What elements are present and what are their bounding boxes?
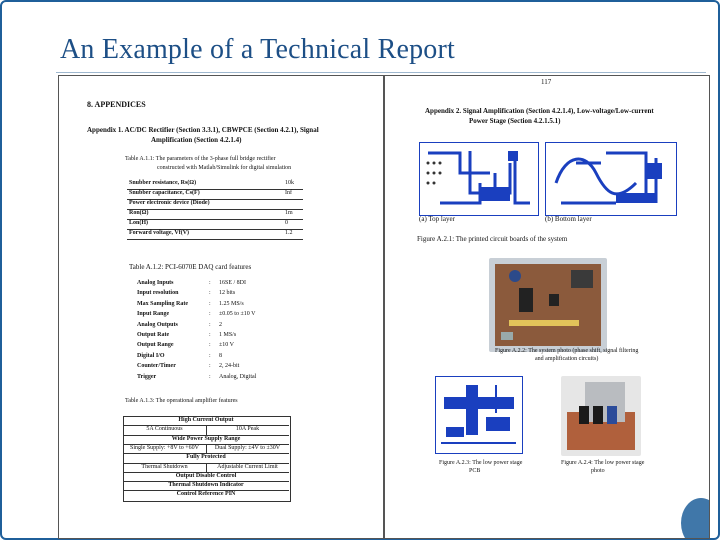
table-rule bbox=[206, 425, 207, 434]
table-cell: Output Disable Control bbox=[175, 472, 237, 479]
table-cell-label: Output Range bbox=[137, 342, 174, 349]
appendix1-title-line2: Amplification (Section 4.2.1.4) bbox=[151, 136, 242, 144]
table-rule bbox=[206, 444, 207, 453]
table-cell-value: 16SE / 8DI bbox=[219, 280, 246, 286]
table-cell-label: Trigger bbox=[137, 373, 157, 380]
table-cell: 5A Continuous bbox=[146, 426, 183, 433]
table-cell-colon: : bbox=[209, 332, 211, 338]
pcb-top-layer-image bbox=[419, 142, 539, 216]
table-cell-value: 2, 24-bit bbox=[219, 363, 240, 370]
table-cell-label: Snubber resistance, Rs(Ω) bbox=[129, 180, 197, 186]
appendix2-title-line1: Appendix 2. Signal Amplification (Section 4.2.1.4), Low-voltage/Low-current bbox=[425, 107, 654, 115]
table-cell-colon: : bbox=[209, 352, 211, 359]
low-power-pcb-image bbox=[435, 376, 523, 454]
table-a11-caption-line2: constructed with Matlab/Simulink for digital simulation bbox=[157, 165, 292, 171]
table-rule bbox=[127, 209, 303, 210]
table-cell: Thermal Shutdown Indicator bbox=[168, 482, 244, 489]
table-cell-value: ±0.05 to ±10 V bbox=[219, 311, 256, 318]
table-cell: Adjustable Current Limit bbox=[217, 463, 278, 470]
system-photo bbox=[489, 258, 607, 352]
appendix2-title-line2: Power Stage (Section 4.2.1.5.1) bbox=[469, 117, 561, 125]
low-power-photo bbox=[561, 376, 641, 456]
table-a12-caption: Table A.1.2: PCI-6070E DAQ card features bbox=[129, 263, 252, 271]
report-page-right bbox=[384, 75, 710, 539]
appendices-heading: 8. APPENDICES bbox=[87, 100, 146, 109]
table-cell-label: Output Rate bbox=[137, 332, 170, 338]
table-cell-value: 1m bbox=[285, 210, 293, 216]
page-number: 117 bbox=[541, 78, 552, 86]
table-cell: Thermal Shutdown bbox=[141, 463, 188, 470]
table-cell-value: 2 bbox=[219, 321, 222, 328]
table-cell: Control Reference PIN bbox=[176, 491, 236, 498]
table-cell-label: Input Range bbox=[137, 311, 170, 318]
table-cell: High Current Output bbox=[178, 417, 234, 423]
figure-a22-caption-line2: and amplification circuits) bbox=[535, 356, 599, 362]
slide-title: An Example of a Technical Report bbox=[60, 34, 456, 65]
table-cell: Fully Protected bbox=[186, 454, 226, 461]
table-cell: Wide Power Supply Range bbox=[171, 435, 241, 442]
table-cell-colon: : bbox=[209, 363, 211, 370]
table-rule bbox=[127, 239, 303, 240]
table-cell-value: 1.2 bbox=[285, 230, 293, 236]
pcb-top-label: (a) Top layer bbox=[419, 215, 455, 223]
table-cell-value: 1.25 MS/s bbox=[219, 300, 244, 307]
report-page-left bbox=[58, 75, 384, 539]
university-seal-icon bbox=[681, 498, 710, 539]
table-cell-label: Input resolution bbox=[137, 290, 179, 297]
figure-a23-caption-line2: PCB bbox=[469, 468, 481, 474]
appendix1-title-line1: Appendix 1. AC/DC Rectifier (Section 3.3.1), CBWPCE (Section 4.2.1), Signal bbox=[87, 126, 319, 134]
figure-a24-caption-line1: Figure A.2.4: The low power stage bbox=[561, 460, 645, 466]
table-cell-label: Analog Inputs bbox=[137, 280, 174, 286]
table-cell-label: Ron(Ω) bbox=[129, 210, 149, 216]
table-cell-value: Inf bbox=[285, 190, 292, 196]
table-cell-value: 10k bbox=[285, 180, 294, 186]
table-cell-colon: : bbox=[209, 373, 211, 380]
table-rule bbox=[206, 463, 207, 472]
pcb-bottom-label: (b) Bottom layer bbox=[545, 215, 592, 223]
figure-a21-caption: Figure A.2.1: The printed circuit boards of the system bbox=[417, 235, 568, 243]
table-cell-label: Snubber capacitance, Cs(F) bbox=[129, 190, 200, 196]
title-divider bbox=[56, 72, 706, 73]
table-cell-colon: : bbox=[209, 342, 211, 349]
table-cell-label: Analog Outputs bbox=[137, 321, 178, 328]
table-cell-colon: : bbox=[209, 321, 211, 328]
table-cell-label: Max Sampling Rate bbox=[137, 300, 188, 307]
table-cell-value: 12 bits bbox=[219, 290, 236, 297]
table-rule bbox=[127, 219, 303, 220]
figure-a22-caption-line1: Figure A.2.2: The system photo (phase shift, signal filtering bbox=[495, 348, 639, 354]
figure-a24-caption-line2: photo bbox=[591, 468, 605, 474]
figure-a23-caption-line1: Figure A.2.3: The low power stage bbox=[439, 460, 523, 466]
table-a13-caption: Table A.1.3: The operational amplifier features bbox=[125, 398, 238, 404]
table-a11-caption-line1: Table A.1.1: The parameters of the 3-phase full bridge rectifier bbox=[125, 156, 276, 162]
table-cell: 10A Peak bbox=[235, 426, 260, 433]
table-cell-colon: : bbox=[209, 280, 211, 286]
table-cell-value: 8 bbox=[219, 352, 222, 359]
table-cell-label: Lon(H) bbox=[129, 220, 149, 226]
table-cell-label: Digital I/O bbox=[137, 352, 165, 359]
table-cell-value: Analog, Digital bbox=[219, 373, 257, 380]
pcb-bottom-layer-image bbox=[545, 142, 677, 216]
table-cell-value: ±10 V bbox=[219, 342, 235, 349]
table-cell-value: 0 bbox=[285, 220, 288, 226]
table-cell: Single Supply: +8V to +60V bbox=[130, 444, 199, 451]
table-cell-label: Counter/Timer bbox=[137, 363, 176, 370]
table-cell-colon: : bbox=[209, 300, 211, 307]
table-cell-label: Forward voltage, Vf(V) bbox=[129, 230, 190, 236]
table-cell-colon: : bbox=[209, 311, 211, 318]
table-cell-label: Power electronic device (Diode) bbox=[129, 200, 210, 206]
table-cell: Dual Supply: ±4V to ±30V bbox=[214, 444, 281, 451]
table-cell-value: 1 MS/s bbox=[219, 332, 237, 338]
table-cell-colon: : bbox=[209, 290, 211, 297]
